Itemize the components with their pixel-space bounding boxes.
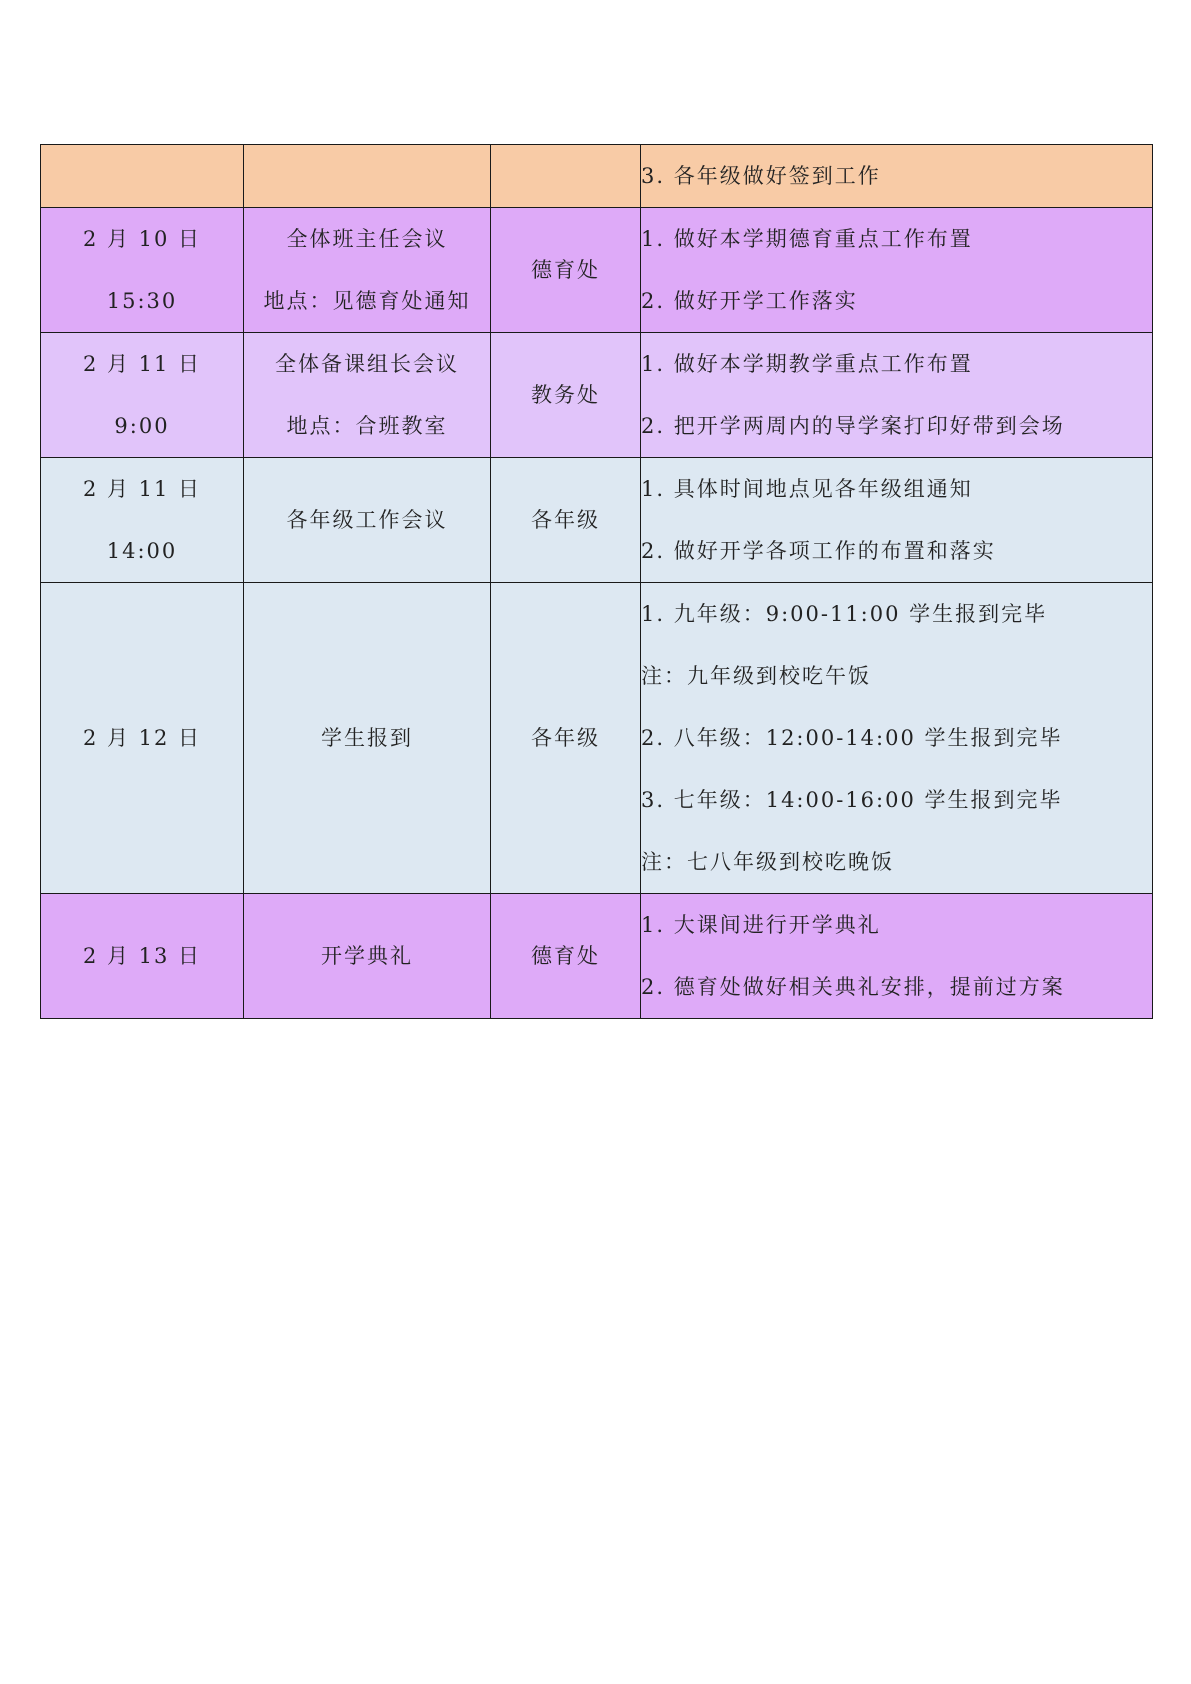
- task-item-text: 2. 做好开学各项工作的布置和落实: [641, 539, 996, 563]
- department-cell: [491, 894, 641, 1019]
- task-item-text: 1. 做好本学期德育重点工作布置: [641, 227, 973, 251]
- date-time-text: 2 月 12 日: [82, 726, 202, 750]
- date-time-text: 2 月 11 日: [82, 352, 202, 376]
- tasks-cell: [641, 208, 1153, 333]
- event-text: 各年级工作会议: [286, 508, 448, 532]
- event-text: 开学典礼: [321, 944, 413, 968]
- date-cell: [41, 145, 244, 208]
- table-row: [41, 145, 1153, 208]
- date-cell: [41, 333, 244, 458]
- tasks-cell: [641, 458, 1153, 583]
- date-cell: [41, 208, 244, 333]
- date-cell: [41, 583, 244, 894]
- event-cell: [244, 333, 491, 458]
- task-item-text: 3. 七年级：14:00-16:00 学生报到完毕: [641, 788, 1063, 812]
- task-item-text: 2. 德育处做好相关典礼安排，提前过方案: [641, 975, 1065, 999]
- table-row: [41, 894, 1153, 1019]
- event-text: 学生报到: [321, 726, 413, 750]
- task-item-text: 1. 做好本学期教学重点工作布置: [641, 352, 973, 376]
- table-row: [41, 208, 1153, 333]
- task-item-text: 1. 具体时间地点见各年级组通知: [641, 477, 973, 501]
- schedule-table: [40, 144, 1153, 1019]
- event-cell: [244, 145, 491, 208]
- date-time-text: 2 月 11 日: [82, 477, 202, 501]
- date-cell: [41, 894, 244, 1019]
- department-text: 各年级: [531, 508, 600, 532]
- tasks-cell: [641, 145, 1153, 208]
- date-time-text: 2 月 10 日: [82, 227, 202, 251]
- task-item-text: 2. 把开学两周内的导学案打印好带到会场: [641, 414, 1065, 438]
- event-text: 地点：合班教室: [286, 414, 448, 438]
- department-cell: [491, 458, 641, 583]
- department-cell: [491, 208, 641, 333]
- event-cell: [244, 208, 491, 333]
- event-cell: [244, 583, 491, 894]
- table-row: [41, 333, 1153, 458]
- table-row: [41, 458, 1153, 583]
- task-item-text: 2. 做好开学工作落实: [641, 289, 858, 313]
- date-time-text: 15:30: [106, 289, 178, 313]
- event-text: 全体班主任会议: [286, 227, 448, 251]
- task-item-text: 2. 八年级：12:00-14:00 学生报到完毕: [641, 726, 1063, 750]
- task-item-text: 1. 大课间进行开学典礼: [641, 913, 881, 937]
- department-text: 各年级: [531, 726, 600, 750]
- schedule-table-body: [41, 145, 1153, 1019]
- date-time-text: 14:00: [106, 539, 178, 563]
- department-text: 德育处: [531, 258, 600, 282]
- department-cell: [491, 333, 641, 458]
- tasks-cell: [641, 894, 1153, 1019]
- tasks-cell: [641, 583, 1153, 894]
- department-text: 德育处: [531, 944, 600, 968]
- event-text: 地点：见德育处通知: [263, 289, 471, 313]
- event-cell: [244, 458, 491, 583]
- task-item-text: 3. 各年级做好签到工作: [641, 164, 881, 188]
- date-time-text: 9:00: [114, 414, 170, 438]
- event-cell: [244, 894, 491, 1019]
- table-row: [41, 583, 1153, 894]
- event-text: 全体备课组长会议: [275, 352, 459, 376]
- task-item-text: 注：九年级到校吃午饭: [641, 664, 871, 688]
- date-cell: [41, 458, 244, 583]
- task-item-text: 1. 九年级：9:00-11:00 学生报到完毕: [641, 602, 1048, 626]
- date-time-text: 2 月 13 日: [82, 944, 202, 968]
- task-item-text: 注：七八年级到校吃晚饭: [641, 850, 894, 874]
- department-cell: [491, 583, 641, 894]
- department-cell: [491, 145, 641, 208]
- department-text: 教务处: [531, 383, 600, 407]
- tasks-cell: [641, 333, 1153, 458]
